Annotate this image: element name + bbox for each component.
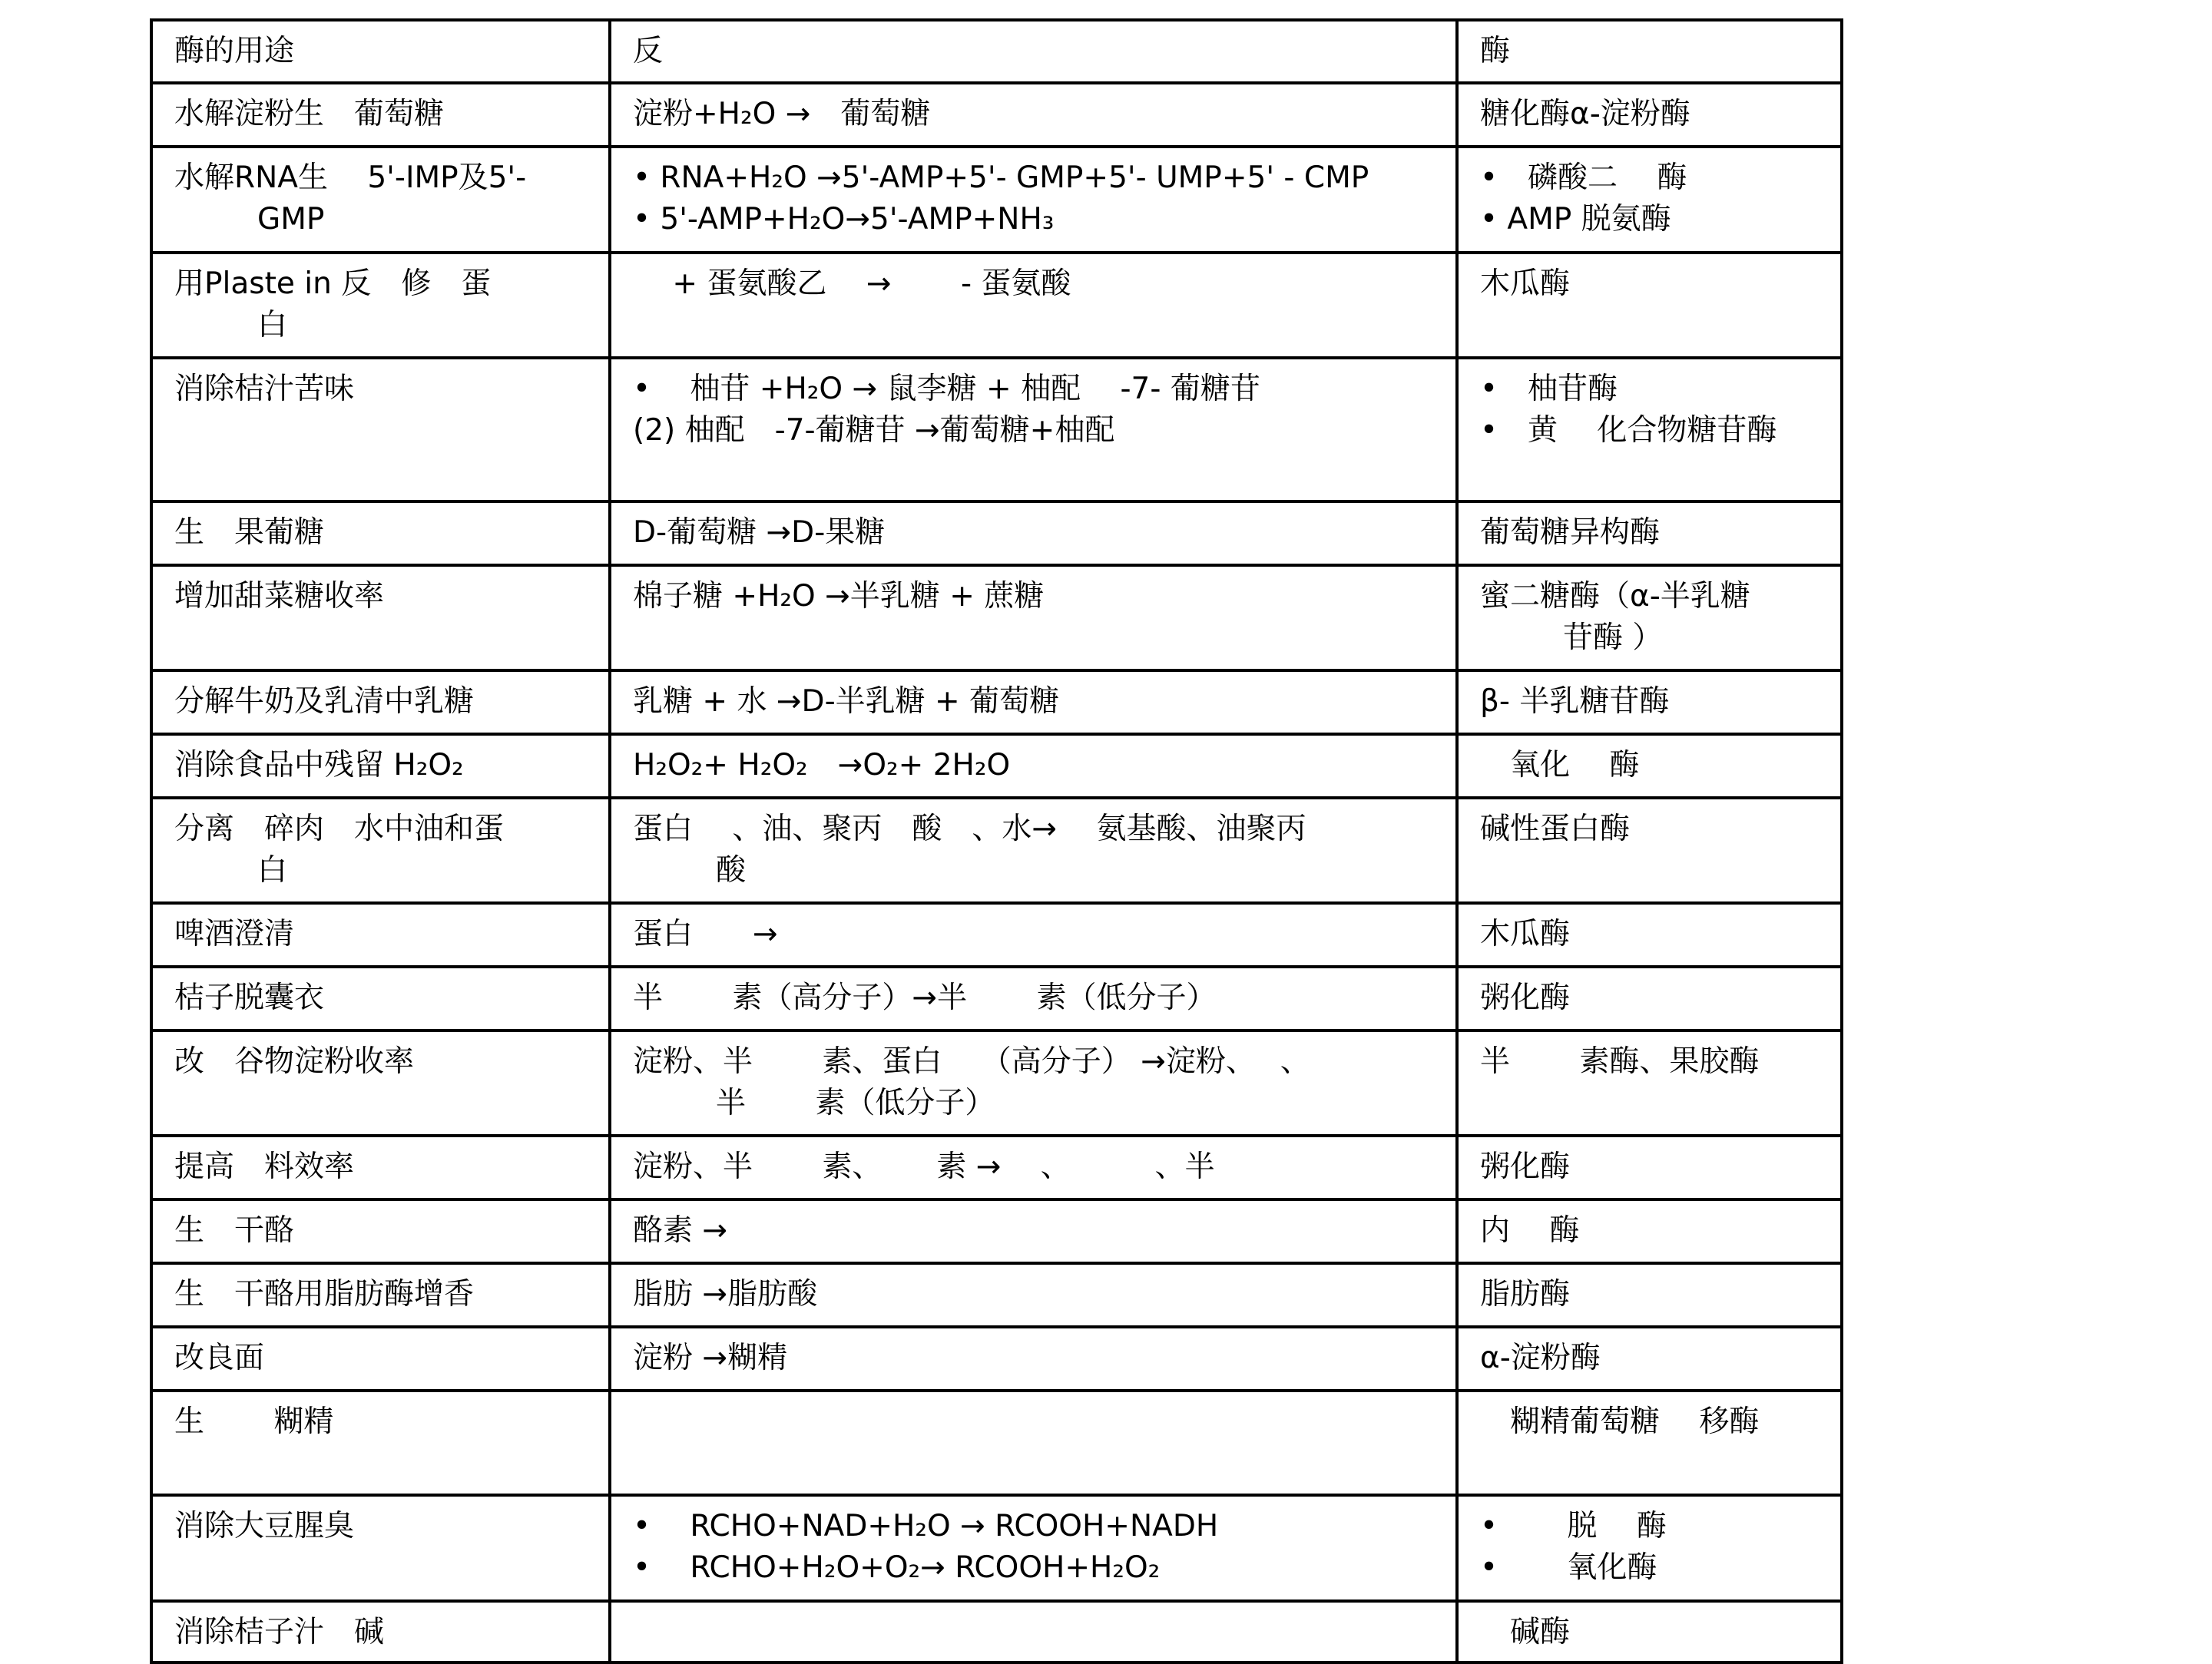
use-cell <box>151 20 610 83</box>
cell-text-line: 脂肪 →脂肪酸 <box>633 1277 818 1312</box>
table-row <box>151 358 1842 501</box>
use-cell <box>151 967 610 1030</box>
cell-text-line: • 黄 化合物糖苷酶 <box>1480 413 1777 448</box>
cell-text-line: 半 素酶、果胶酶 <box>1480 1044 1760 1079</box>
enzyme-cell <box>1457 1136 1842 1199</box>
cell-text-line: + 蛋氨酸乙 → - 蛋氨酸 <box>633 266 1071 301</box>
use-cell <box>151 1199 610 1263</box>
reaction-cell <box>610 501 1457 565</box>
cell-text-line: 蜜二糖酶（α-半乳糖 <box>1480 579 1750 614</box>
cell-text-line: 酶 <box>1480 34 1511 68</box>
cell-text-line: • 柚苷酶 <box>1480 372 1618 406</box>
cell-text-line: 改良面 <box>174 1341 265 1375</box>
reaction-cell <box>610 253 1457 358</box>
cell-text-line: 水解淀粉生 葡萄糖 <box>174 97 445 131</box>
cell-text-line: • RNA+H₂O →5'-AMP+5'- GMP+5'- UMP+5' - CMP <box>633 160 1369 195</box>
cell-text-line: 酶的用途 <box>174 34 295 68</box>
enzyme-cell <box>1457 20 1842 83</box>
enzyme-cell <box>1457 670 1842 734</box>
cell-text-line: • RCHO+NAD+H₂O → RCOOH+NADH <box>633 1509 1219 1543</box>
table-row <box>151 501 1842 565</box>
reaction-cell <box>610 1601 1457 1662</box>
enzyme-cell <box>1457 1030 1842 1136</box>
table-row <box>151 1199 1842 1263</box>
cell-text-line: 淀粉+H₂O → 葡萄糖 <box>633 97 931 131</box>
cell-text-line: GMP <box>257 202 325 237</box>
cell-text-line: 糖化酶α-淀粉酶 <box>1480 97 1690 131</box>
table-row <box>151 734 1842 798</box>
table-body <box>151 20 1842 1662</box>
cell-text-line: 葡萄糖异构酶 <box>1480 515 1661 550</box>
enzyme-cell <box>1457 253 1842 358</box>
cell-text-line: 淀粉、半 素、蛋白 （高分子） →淀粉、 、 <box>633 1044 1310 1079</box>
use-cell <box>151 903 610 967</box>
table-row <box>151 670 1842 734</box>
cell-text-line: • 磷酸二 酶 <box>1480 160 1687 195</box>
cell-text-line: 酸 <box>716 853 747 888</box>
cell-text-line: 脂肪酶 <box>1480 1277 1571 1312</box>
cell-text-line: D-葡萄糖 →D-果糖 <box>633 515 886 550</box>
cell-text-line: 苷酶 ） <box>1563 620 1663 655</box>
cell-text-line: • RCHO+H₂O+O₂→ RCOOH+H₂O₂ <box>633 1550 1161 1585</box>
use-cell <box>151 734 610 798</box>
enzyme-cell <box>1457 501 1842 565</box>
reaction-cell <box>610 1199 1457 1263</box>
table-row <box>151 1601 1842 1662</box>
enzyme-cell <box>1457 734 1842 798</box>
enzyme-cell <box>1457 1327 1842 1391</box>
cell-text-line: 生 果葡糖 <box>174 515 325 550</box>
table-row <box>151 253 1842 358</box>
enzyme-cell <box>1457 903 1842 967</box>
table-row <box>151 83 1842 147</box>
cell-text-line: 氧化 酶 <box>1480 748 1640 782</box>
cell-text-line: 生 干酪 <box>174 1213 295 1248</box>
table-row <box>151 1136 1842 1199</box>
enzyme-cell <box>1457 147 1842 253</box>
enzyme-cell <box>1457 967 1842 1030</box>
cell-text-line: 白 <box>257 853 288 888</box>
use-cell <box>151 1030 610 1136</box>
cell-text-line: 增加甜菜糖收率 <box>174 579 385 614</box>
enzyme-cell <box>1457 1391 1842 1495</box>
cell-text-line: 桔子脱囊衣 <box>174 981 325 1015</box>
reaction-cell <box>610 1030 1457 1136</box>
use-cell <box>151 1327 610 1391</box>
reaction-cell <box>610 798 1457 903</box>
enzyme-cell <box>1457 1263 1842 1327</box>
use-cell <box>151 83 610 147</box>
cell-text-line: 白 <box>257 308 288 342</box>
reaction-cell <box>610 967 1457 1030</box>
cell-text-line: 淀粉 →糊精 <box>633 1341 788 1375</box>
use-cell <box>151 565 610 670</box>
table-row <box>151 565 1842 670</box>
cell-text-line: 用Plaste in 反 修 蛋 <box>174 266 492 301</box>
use-cell <box>151 358 610 501</box>
header-row <box>151 20 1842 83</box>
cell-text-line: 蛋白 、油、聚丙 酸 、水→ 氨基酸、油聚丙 <box>633 812 1306 846</box>
reaction-cell <box>610 734 1457 798</box>
cell-text-line: 棉子糖 +H₂O →半乳糖 + 蔗糖 <box>633 579 1045 614</box>
reaction-cell <box>610 565 1457 670</box>
cell-text-line: β- 半乳糖苷酶 <box>1480 684 1670 719</box>
use-cell <box>151 798 610 903</box>
cell-text-line: (2) 柚配 -7-葡糖苷 →葡萄糖+柚配 <box>633 413 1115 448</box>
enzyme-cell <box>1457 1495 1842 1601</box>
cell-text-line: α-淀粉酶 <box>1480 1341 1601 1375</box>
cell-text-line: 分解牛奶及乳清中乳糖 <box>174 684 475 719</box>
cell-text-line: 消除大豆腥臭 <box>174 1509 355 1543</box>
table-row <box>151 903 1842 967</box>
cell-text-line: 生 糊精 <box>174 1404 334 1439</box>
reaction-cell <box>610 147 1457 253</box>
cell-text-line: 消除桔汁苦味 <box>174 372 355 406</box>
cell-text-line: 半 素（高分子）→半 素（低分子） <box>633 981 1217 1015</box>
enzyme-cell <box>1457 1601 1842 1662</box>
reaction-cell <box>610 903 1457 967</box>
cell-text-line: 提高 料效率 <box>174 1150 355 1184</box>
reaction-cell <box>610 1327 1457 1391</box>
use-cell <box>151 1391 610 1495</box>
cell-text-line: 消除食品中残留 H₂O₂ <box>174 748 464 782</box>
cell-text-line: 改 谷物淀粉收率 <box>174 1044 415 1079</box>
cell-text-line: 木瓜酶 <box>1480 917 1571 951</box>
reaction-cell <box>610 83 1457 147</box>
table-row <box>151 1495 1842 1601</box>
cell-text-line: 水解RNA生 5'-IMP及5'- <box>174 160 527 195</box>
use-cell <box>151 1263 610 1327</box>
reaction-cell <box>610 1136 1457 1199</box>
use-cell <box>151 1601 610 1662</box>
use-cell <box>151 1136 610 1199</box>
enzyme-cell <box>1457 1199 1842 1263</box>
reaction-cell <box>610 358 1457 501</box>
table-row <box>151 798 1842 903</box>
cell-text-line: 淀粉、半 素、 素 → 、 、半 <box>633 1150 1215 1184</box>
cell-text-line: 啤酒澄清 <box>174 917 295 951</box>
table-row <box>151 147 1842 253</box>
table-row <box>151 967 1842 1030</box>
table-row <box>151 1263 1842 1327</box>
use-cell <box>151 253 610 358</box>
table-row <box>151 1391 1842 1495</box>
cell-text-line: • 柚苷 +H₂O → 鼠李糖 + 柚配 -7- 葡糖苷 <box>633 372 1260 406</box>
enzyme-applications-table <box>150 18 1843 1664</box>
cell-text-line: 碱酶 <box>1480 1615 1571 1649</box>
use-cell <box>151 670 610 734</box>
reaction-cell <box>610 670 1457 734</box>
use-cell <box>151 501 610 565</box>
cell-text-line: • AMP 脱氨酶 <box>1480 202 1671 237</box>
table-row <box>151 1327 1842 1391</box>
use-cell <box>151 1495 610 1601</box>
cell-text-line: 分离 碎肉 水中油和蛋 <box>174 812 505 846</box>
use-cell <box>151 147 610 253</box>
reaction-cell <box>610 1495 1457 1601</box>
cell-text-line: • 脱 酶 <box>1480 1509 1667 1543</box>
cell-text-line: 碱性蛋白酶 <box>1480 812 1631 846</box>
cell-text-line: • 氧化酶 <box>1480 1550 1657 1585</box>
table-row <box>151 1030 1842 1136</box>
cell-text-line: 粥化酶 <box>1480 1150 1571 1184</box>
cell-text-line: 粥化酶 <box>1480 981 1571 1015</box>
enzyme-cell <box>1457 565 1842 670</box>
enzyme-cell <box>1457 83 1842 147</box>
cell-text-line: 蛋白 → <box>633 917 778 951</box>
cell-text-line: 内 酶 <box>1480 1213 1580 1248</box>
cell-text-line: 消除桔子汁 碱 <box>174 1615 385 1649</box>
enzyme-cell <box>1457 358 1842 501</box>
cell-text-line: 反 <box>633 34 664 68</box>
enzyme-cell <box>1457 798 1842 903</box>
cell-text-line: • 5'-AMP+H₂O→5'-AMP+NH₃ <box>633 202 1055 237</box>
cell-text-line: 乳糖 + 水 →D-半乳糖 + 葡萄糖 <box>633 684 1060 719</box>
cell-text-line: 半 素（低分子） <box>716 1086 995 1120</box>
cell-text-line: 生 干酪用脂肪酶增香 <box>174 1277 475 1312</box>
cell-text-line: H₂O₂+ H₂O₂ →O₂+ 2H₂O <box>633 748 1011 782</box>
cell-text-line: 糊精葡萄糖 移酶 <box>1480 1404 1760 1439</box>
cell-text-line: 木瓜酶 <box>1480 266 1571 301</box>
cell-text-line: 酪素 → <box>633 1213 728 1248</box>
reaction-cell <box>610 20 1457 83</box>
reaction-cell <box>610 1391 1457 1495</box>
reaction-cell <box>610 1263 1457 1327</box>
